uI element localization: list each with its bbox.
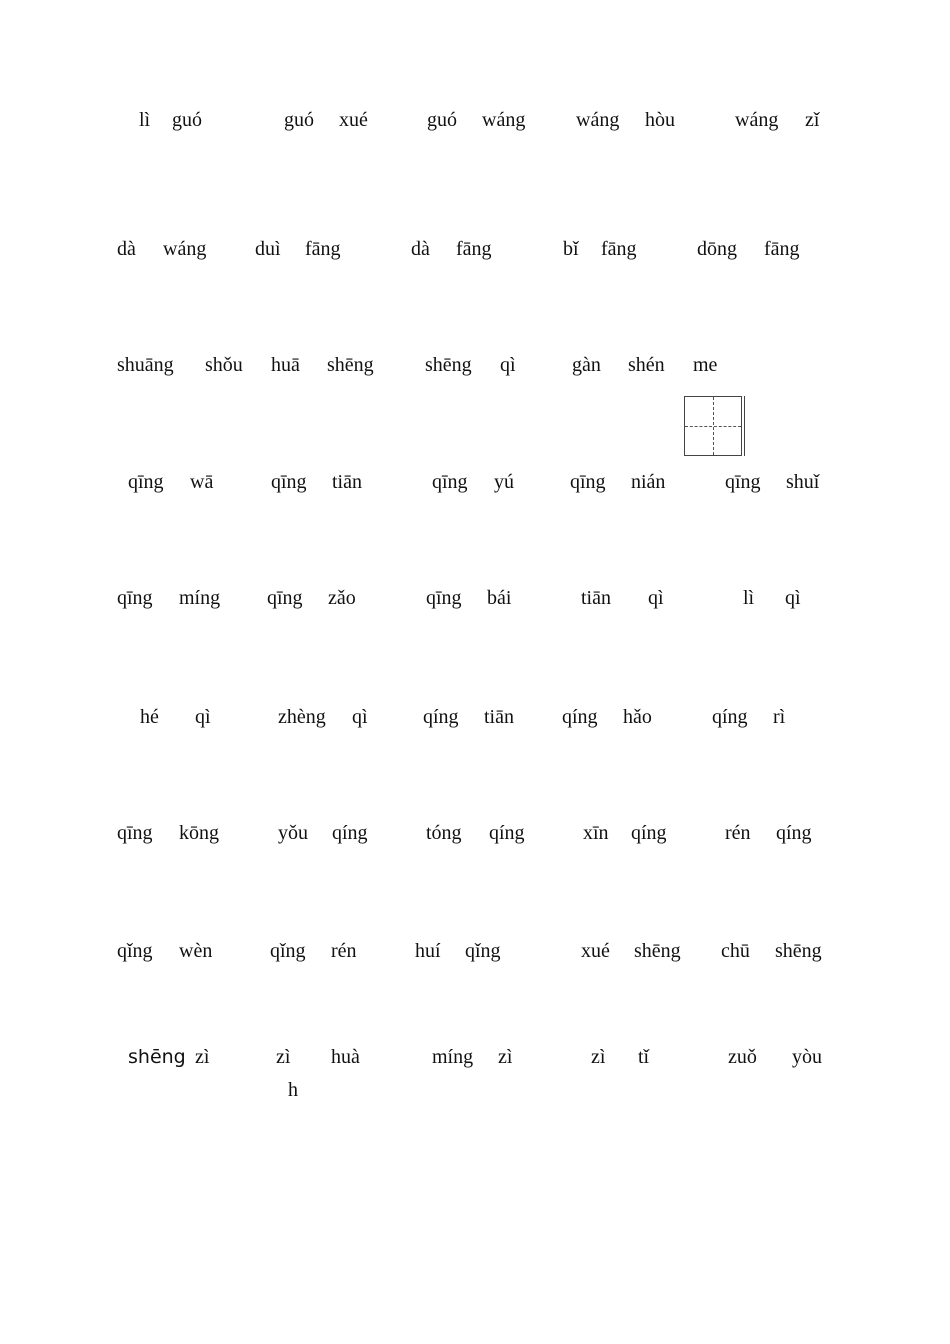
pinyin-syllable: chū — [721, 940, 750, 962]
pinyin-syllable: dōng — [697, 238, 737, 260]
pinyin-syllable: me — [693, 354, 718, 376]
pinyin-syllable: dà — [117, 238, 136, 260]
pinyin-syllable: qíng — [489, 822, 525, 844]
pinyin-syllable: rén — [331, 940, 357, 962]
pinyin-syllable: wáng — [576, 109, 620, 131]
pinyin-row-2 — [0, 237, 950, 269]
pinyin-syllable: qīng — [432, 471, 468, 493]
pinyin-syllable: qì — [648, 587, 664, 609]
pinyin-syllable: qíng — [712, 706, 748, 728]
pinyin-syllable: qīng — [271, 471, 307, 493]
pinyin-syllable: shēng — [425, 354, 472, 376]
pinyin-syllable: gàn — [572, 354, 601, 376]
pinyin-syllable: qì — [352, 706, 368, 728]
pinyin-syllable: xué — [581, 940, 610, 962]
pinyin-syllable: qíng — [423, 706, 459, 728]
pinyin-syllable: fāng — [305, 238, 341, 260]
pinyin-syllable: yǒu — [278, 822, 308, 844]
pinyin-syllable: yú — [494, 471, 514, 493]
pinyin-syllable: nián — [631, 471, 666, 493]
pinyin-syllable: shēng — [775, 940, 822, 962]
pinyin-syllable: qì — [785, 587, 801, 609]
pinyin-syllable: qíng — [562, 706, 598, 728]
pinyin-syllable: guó — [172, 109, 202, 131]
pinyin-syllable: kōng — [179, 822, 219, 844]
pinyin-syllable: bái — [487, 587, 512, 609]
pinyin-syllable: qì — [500, 354, 516, 376]
pinyin-syllable: huí — [415, 940, 441, 962]
pinyin-syllable: bǐ — [563, 238, 579, 260]
pinyin-syllable: shǒu — [205, 354, 243, 376]
pinyin-row-4 — [0, 470, 950, 502]
pinyin-syllable: míng — [432, 1046, 474, 1068]
pinyin-syllable: xīn — [583, 822, 609, 844]
pinyin-syllable: zuǒ — [728, 1046, 757, 1068]
pinyin-syllable: qíng — [332, 822, 368, 844]
pinyin-syllable: yòu — [792, 1046, 822, 1068]
pinyin-syllable: qīng — [128, 471, 164, 493]
pinyin-syllable: shuāng — [117, 354, 174, 376]
pinyin-syllable: hé — [140, 706, 159, 728]
pinyin-syllable: huà — [331, 1046, 360, 1068]
pinyin-syllable: tǐ — [638, 1046, 650, 1068]
pinyin-syllable: guó — [284, 109, 314, 131]
pinyin-syllable: shuǐ — [786, 471, 820, 493]
pinyin-syllable: míng — [179, 587, 221, 609]
pinyin-syllable: wáng — [163, 238, 207, 260]
pinyin-syllable: zì — [498, 1046, 513, 1068]
pinyin-syllable: tiān — [332, 471, 362, 493]
pinyin-syllable: wáng — [482, 109, 526, 131]
pinyin-syllable: qǐng — [270, 940, 306, 962]
pinyin-syllable: huā — [271, 354, 300, 376]
pinyin-row-3 — [0, 353, 950, 385]
tian-zi-ge-writing-box[interactable] — [684, 396, 742, 456]
pinyin-syllable: qǐng — [465, 940, 501, 962]
pinyin-row-1 — [0, 108, 950, 140]
pinyin-syllable: qīng — [117, 587, 153, 609]
box-edge-line — [744, 396, 745, 456]
pinyin-syllable: tóng — [426, 822, 462, 844]
pinyin-syllable: shēng — [327, 354, 374, 376]
pinyin-row-7 — [0, 821, 950, 853]
pinyin-syllable: zhèng — [278, 706, 326, 728]
pinyin-syllable: guó — [427, 109, 457, 131]
pinyin-row-8 — [0, 939, 950, 971]
pinyin-syllable: qīng — [267, 587, 303, 609]
pinyin-syllable: zì — [591, 1046, 606, 1068]
pinyin-syllable: wèn — [179, 940, 213, 962]
stray-character: h — [288, 1079, 298, 1101]
pinyin-syllable: wā — [190, 471, 214, 493]
pinyin-syllable: zì — [276, 1046, 291, 1068]
pinyin-syllable: lì — [743, 587, 755, 609]
pinyin-syllable: qì — [195, 706, 211, 728]
pinyin-syllable: dà — [411, 238, 430, 260]
pinyin-syllable: qīng — [570, 471, 606, 493]
pinyin-syllable: wáng — [735, 109, 779, 131]
pinyin-syllable: fāng — [601, 238, 637, 260]
pinyin-syllable: qīng — [725, 471, 761, 493]
pinyin-syllable: hòu — [645, 109, 675, 131]
pinyin-syllable: duì — [255, 238, 281, 260]
pinyin-syllable: qíng — [776, 822, 812, 844]
pinyin-syllable: qǐng — [117, 940, 153, 962]
pinyin-syllable: fāng — [764, 238, 800, 260]
pinyin-syllable: shēng — [128, 1046, 186, 1068]
box-horizontal-guide — [685, 426, 741, 427]
pinyin-row-5 — [0, 586, 950, 618]
pinyin-syllable: qīng — [426, 587, 462, 609]
pinyin-syllable: zǐ — [805, 109, 820, 131]
pinyin-syllable: qīng — [117, 822, 153, 844]
pinyin-syllable: qíng — [631, 822, 667, 844]
pinyin-syllable: tiān — [581, 587, 611, 609]
pinyin-syllable: hǎo — [623, 706, 652, 728]
pinyin-syllable: xué — [339, 109, 368, 131]
pinyin-row-6 — [0, 705, 950, 737]
pinyin-syllable: zì — [195, 1046, 210, 1068]
pinyin-syllable: lì — [139, 109, 151, 131]
pinyin-syllable: rì — [773, 706, 786, 728]
pinyin-row-9 — [0, 1045, 950, 1077]
pinyin-syllable: shēng — [634, 940, 681, 962]
pinyin-syllable: tiān — [484, 706, 514, 728]
pinyin-syllable: shén — [628, 354, 665, 376]
pinyin-syllable: zǎo — [328, 587, 356, 609]
pinyin-syllable: fāng — [456, 238, 492, 260]
pinyin-syllable: rén — [725, 822, 751, 844]
